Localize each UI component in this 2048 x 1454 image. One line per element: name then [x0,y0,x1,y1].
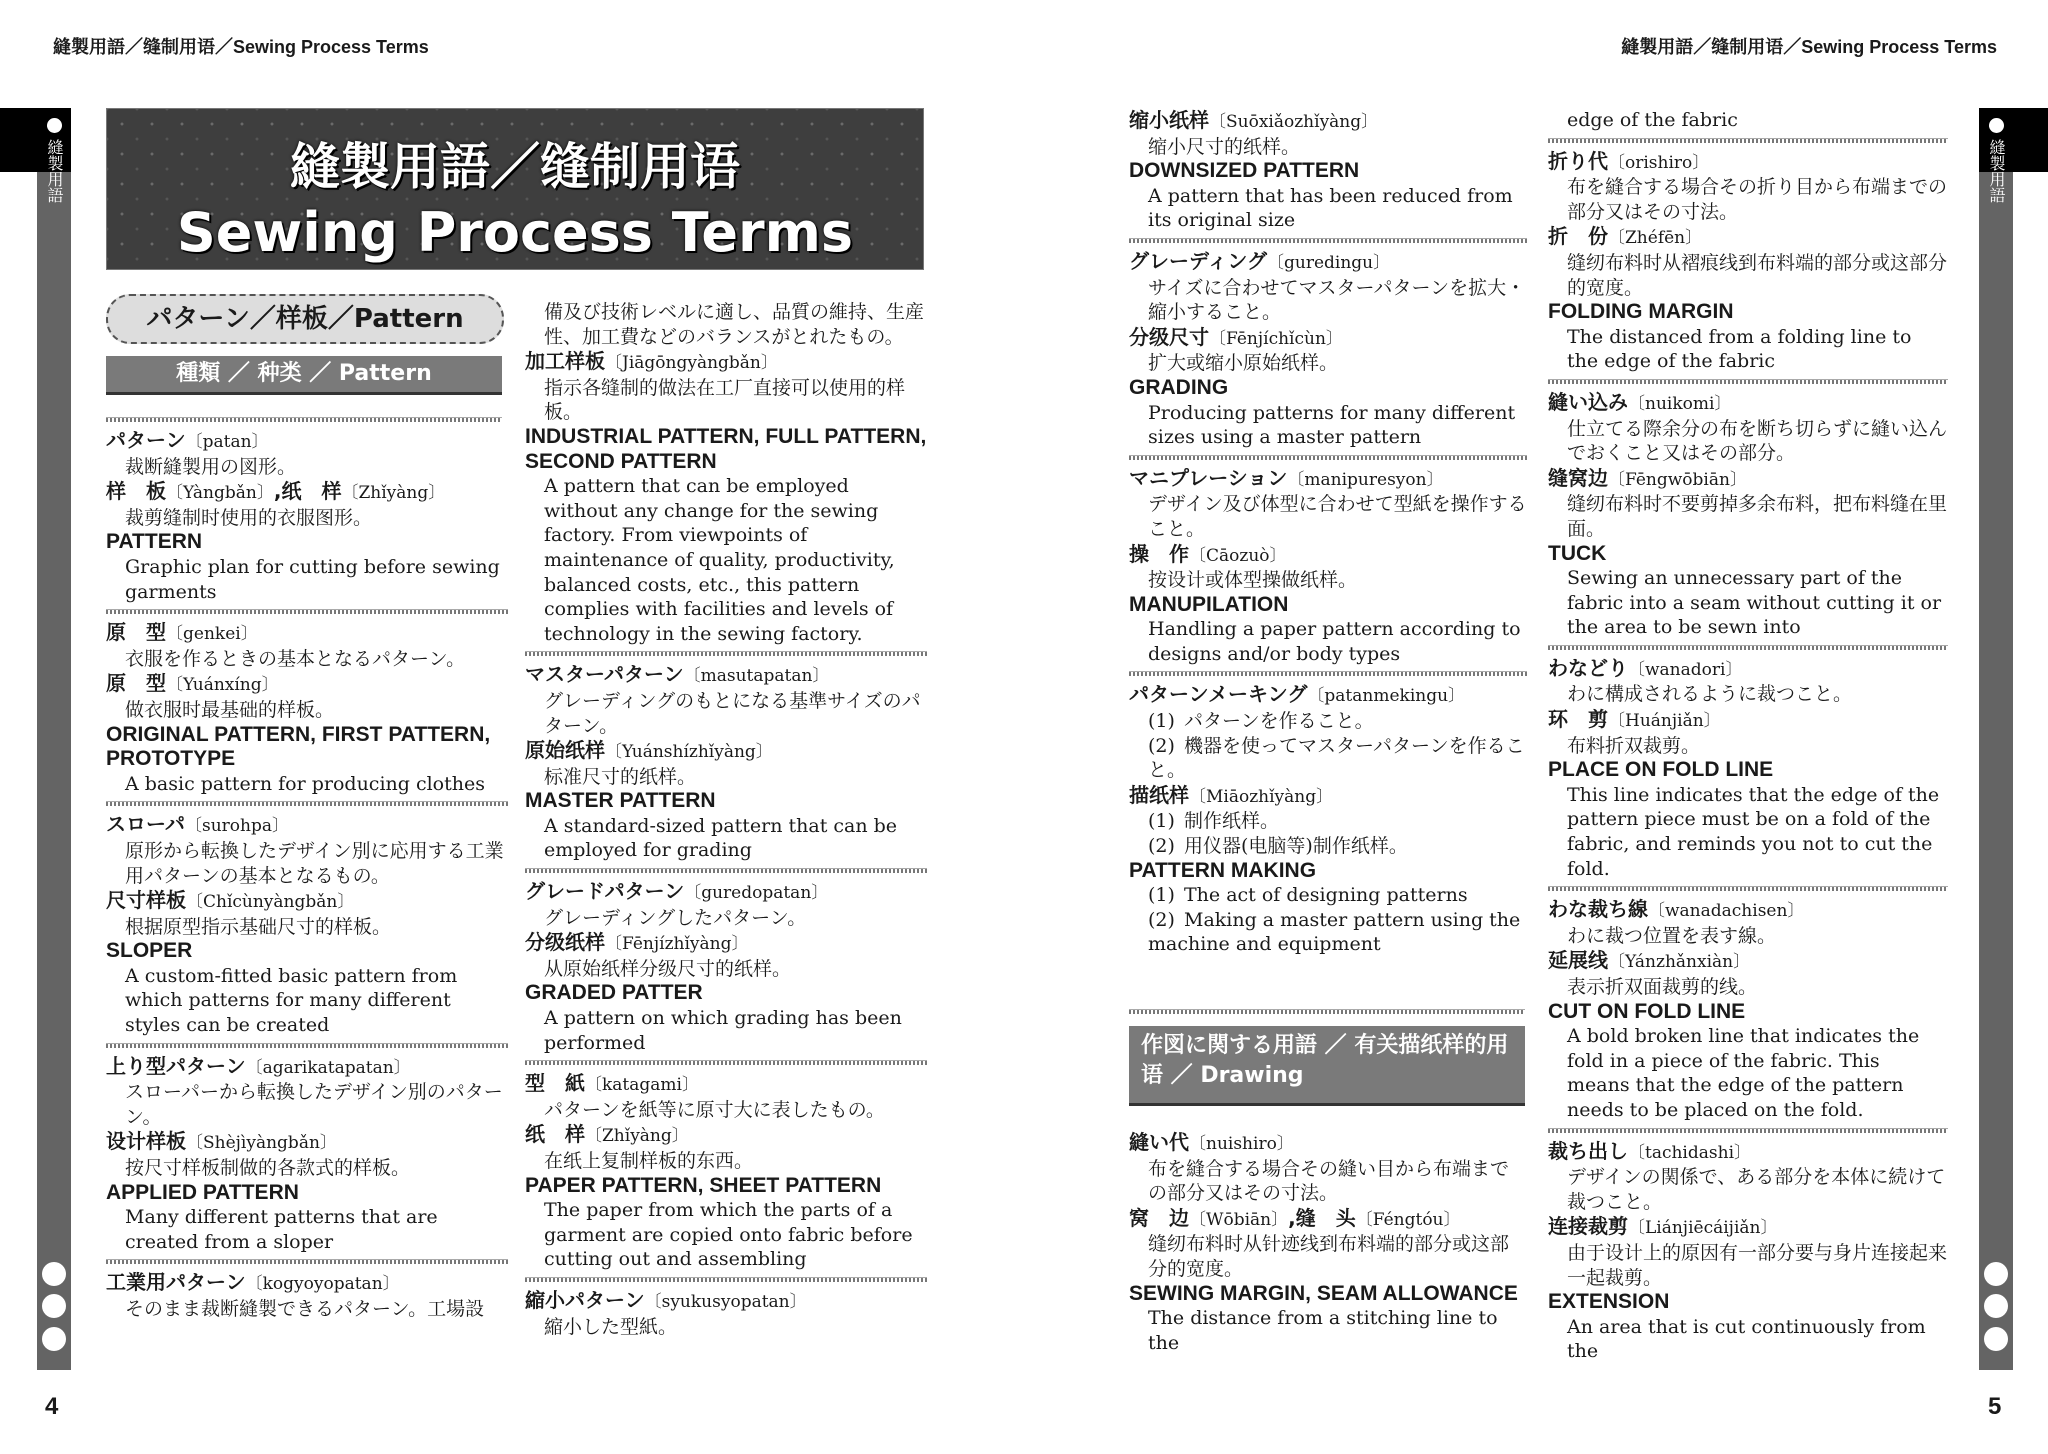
term-heading: 环 剪〔Huánjiǎn〕 [1548,707,1721,732]
term-definition: A standard-sized pattern that can be employed for grading [544,814,898,862]
term-definition: 做衣服时最基础的样板。 [125,698,335,721]
term-heading: 原始纸样〔Yuánshízhǐyàng〕 [525,738,773,763]
term-reading: 〔Fēnjíchǐcùn〕 [1209,328,1343,349]
term-definition: わに裁つ位置を表す線。 [1567,924,1777,947]
banner-title-en: Sewing Process Terms [176,201,854,264]
term-heading: 描纸样〔Miāozhǐyàng〕 [1129,782,1334,807]
term-definition: デザイン及び体型に合わせて型紙を操作すること。 [1148,493,1527,540]
term-reading: 〔Yàngbǎn〕 [166,483,274,504]
term-heading: 缩小纸样〔Suōxiǎozhǐyàng〕 [1129,108,1379,132]
column-2 [525,300,927,1339]
term-heading: グレーディング〔guredingu〕 [1129,248,1391,273]
term-definition: 由于设计上的原因有一部分要与身片连接起来一起裁剪。 [1567,1241,1948,1289]
english-term: SLOPER [106,939,193,963]
english-term: PATTERN [106,530,203,554]
term-reading: 〔Zhéfēn〕 [1608,228,1703,249]
term-reading: 〔katagami〕 [585,1075,699,1096]
term-definition: Sewing an unnecessary part of the fabric into a seam without cutting it or the area to be sewn into [1567,567,1942,639]
term-heading: 连接裁剪〔Liánjiēcáijiǎn〕 [1548,1214,1778,1239]
term-definition: 扩大或缩小原始纸样。 [1148,352,1339,375]
term-heading: 上り型パターン〔agarikatapatan〕 [106,1053,411,1078]
term-heading: 裁ち出し〔tachidashi〕 [1548,1138,1752,1163]
term-reading: 〔genkei〕 [166,624,258,645]
term-heading: 加工样板〔Jiāgōngyàngbǎn〕 [525,349,778,374]
term-heading: 分级纸样〔Fēnjízhǐyàng〕 [525,930,749,955]
page-number-left: 4 [45,1393,59,1420]
term-definition: A pattern that can be employed without any change for the sewing factory. From viewpoints of maintenance of quality, productivity, balanced costs, etc., this pattern complies with facilities and levels of technology in the sewing factory. [544,475,895,645]
term-definition: デザインの関係で、ある部分を本体に続けて裁つこと。 [1567,1166,1946,1213]
term-heading: 纸 样〔Zhǐyàng〕 [525,1122,689,1147]
term-definition: わに構成されるように裁つこと。 [1567,683,1853,706]
divider [1129,238,1527,243]
term-heading: 縫い代〔nuishiro〕 [1129,1130,1294,1154]
divider [525,1277,927,1282]
divider [1548,379,1948,384]
term-definition: グレーディングしたパターン。 [544,906,807,929]
binding-hole [1984,1327,2008,1351]
column-3-lower [1129,1130,1527,1355]
term-heading: 操 作〔Cāozuò〕 [1129,541,1287,566]
term-reading: 〔Jiāgōngyàngbǎn〕 [605,353,778,374]
english-term: ORIGINAL PATTERN, FIRST PATTERN, PROTOTYPE [106,722,491,771]
subsection-heading: 種類 ／ 种类 ／ Pattern [106,356,502,395]
item-number: (2) [1148,734,1175,757]
term-reading: 〔nuikomi〕 [1628,393,1732,414]
term-heading: マニプレーション〔manipuresyon〕 [1129,465,1444,490]
term-heading: グレードパターン〔guredopatan〕 [525,879,829,904]
running-head-left: 縫製用語／缝制用语／Sewing Process Terms [53,37,429,57]
divider [1548,1128,1948,1133]
term-definition: 按尺寸样板制做的各款式的样板。 [125,1157,411,1180]
term-definition: グレーディングのもとになる基準サイズのパターン。 [544,689,921,737]
term-reading: 〔Zhǐyàng〕 [341,483,446,504]
item-number: (1) [1148,710,1175,733]
english-term: PAPER PATTERN, SHEET PATTERN [525,1173,882,1197]
term-heading: 折 份〔Zhéfēn〕 [1548,224,1703,249]
term-reading: 〔wanadachisen〕 [1648,901,1805,922]
english-term: EXTENSION [1548,1290,1670,1314]
term-definition: The distance from a stitching line to the [1148,1307,1498,1354]
term-heading: 折り代〔orishiro〕 [1548,148,1710,173]
divider [106,801,508,806]
term-reading: 〔nuishiro〕 [1189,1134,1294,1154]
term-reading: 〔Miāozhǐyàng〕 [1189,786,1334,807]
numbered-definition: (1) 制作纸样。 [1148,810,1280,833]
term-reading: 〔syukusyopatan〕 [644,1291,807,1312]
numbered-definition: (2) 用仪器(电脑等)制作纸样。 [1148,835,1408,858]
term-reading: 〔patan〕 [185,432,269,452]
page-number-right: 5 [1988,1393,2002,1420]
term-reading: 〔orishiro〕 [1608,152,1710,173]
item-number: (2) [1148,835,1175,858]
term-definition: 从原始纸样分级尺寸的纸样。 [544,957,792,980]
term-heading: 縮小パターン〔syukusyopatan〕 [525,1287,807,1312]
term-definition: The distanced from a folding line to the edge of the fabric [1567,325,1912,373]
term-definition: スローパーから転換したデザイン別のパターン。 [125,1081,503,1128]
term-heading: 窝 边〔Wōbiān〕,缝 头〔Féngtóu〕 [1129,1205,1461,1230]
binding-hole [42,1262,66,1286]
divider [525,651,927,656]
divider [525,1060,927,1065]
term-definition: 衣服を作るときの基本となるパターン。 [125,647,466,670]
english-term: DOWNSIZED PATTERN [1129,159,1360,183]
term-definition: 裁剪缝制时使用的衣服图形。 [125,506,373,529]
term-reading: 〔kogyoyopatan〕 [245,1274,400,1295]
term-definition: 缝纫布料时从针迹线到布料端的部分或这部分的宽度。 [1148,1233,1510,1280]
term-definition: 缝纫布料时从褶痕线到布料端的部分或这部分的宽度。 [1567,251,1948,299]
term-definition: 标准尺寸的纸样。 [544,765,697,788]
term-definition: An area that is cut continuously from the [1567,1315,1926,1363]
term-reading: 〔tachidashi〕 [1628,1142,1752,1163]
term-definition: 原形から転換したデザイン別に応用する工業用パターンの基本となるもの。 [125,839,504,887]
term-definition: The paper from which the parts of a garment are copied onto fabric before cutting out and assembling [544,1199,913,1271]
item-number: (1) [1148,884,1175,907]
term-definition: Many different patterns that are created from a sloper [125,1206,438,1253]
term-reading: 〔Suōxiǎozhǐyàng〕 [1209,112,1379,132]
english-term: MASTER PATTERN [525,789,716,813]
term-definition: 按设计或体型操做纸样。 [1148,569,1358,592]
term-definition: A basic pattern for producing clothes [125,772,485,795]
term-definition: Producing patterns for many different sizes using a master pattern [1148,401,1516,449]
term-reading: 〔Fēngwōbiān〕 [1608,469,1747,490]
binding-hole [1984,1294,2008,1318]
term-definition: This line indicates that the edge of the pattern piece must be on a fold of the fabric, and reminds you not to cut the fold. [1567,783,1940,880]
term-heading: 设计样板〔Shèjìyàngbǎn〕 [106,1129,337,1154]
term-definition: 布を縫合する場合その折り目から布端までの部分又はその寸法。 [1567,176,1948,223]
binding-hole [1984,1262,2008,1286]
term-definition: 裁断縫製用の図形。 [125,455,297,478]
running-head-right: 縫製用語／缝制用语／Sewing Process Terms [1621,37,1997,57]
divider [1129,455,1527,460]
term-reading: 〔Chǐcùnyàngbǎn〕 [186,892,355,913]
term-heading: 尺寸样板〔Chǐcùnyàngbǎn〕 [106,888,355,913]
term-definition: 縮小した型紙。 [544,1315,678,1338]
term-heading: 型 紙〔katagami〕 [525,1071,699,1096]
divider [106,1259,508,1264]
term-definition: パターンを紙等に原寸大に表したもの。 [544,1098,885,1121]
term-reading: 〔guredopatan〕 [684,883,829,904]
english-term: SEWING MARGIN, SEAM ALLOWANCE [1129,1281,1518,1305]
term-reading: 〔Liánjiēcáijiǎn〕 [1628,1218,1778,1239]
term-reading: 〔Yuánshízhǐyàng〕 [605,742,773,763]
drawing-heading: 作図に関する用語 ／ 有关描纸样的用语 ／ Drawing [1129,1026,1525,1106]
column-1 [106,428,508,1322]
term-heading: 样 板〔Yàngbǎn〕,纸 样〔Zhǐyàng〕 [106,479,446,504]
english-term: CUT ON FOLD LINE [1548,999,1746,1023]
term-definition: そのまま裁断縫製できるパターン。工場設 [125,1298,485,1320]
item-number: (2) [1148,908,1175,931]
term-reading: 〔surohpa〕 [185,816,290,837]
divider [1548,886,1948,891]
divider [525,868,927,873]
term-definition: 缩小尺寸的纸样。 [1148,135,1301,158]
term-heading: マスターパターン〔masutapatan〕 [525,662,830,687]
column-3 [1129,108,1527,957]
term-definition: A custom-fitted basic pattern from which patterns for many different styles can be created [125,964,458,1037]
term-definition: 仕立てる際余分の布を断ち切らずに縫い込んでおくこと又はその部分。 [1567,417,1948,465]
term-heading: パターンメーキング〔patanmekingu〕 [1129,682,1466,707]
english-term: GRADED PATTER [525,981,703,1005]
term-reading: 〔agarikatapatan〕 [245,1057,411,1078]
term-definition: 指示各缝制的做法在工厂直接可以使用的样板。 [544,376,906,424]
term-reading: 〔wanadori〕 [1628,659,1743,680]
term-definition: A bold broken line that indicates the fold in a piece of the fabric. This means that the edge of the pattern needs to be placed on the fold. [1567,1025,1920,1121]
term-reading: 〔Zhǐyàng〕 [585,1126,689,1147]
rule [106,417,502,422]
term-heading: 分级尺寸〔Fēnjíchǐcùn〕 [1129,324,1343,349]
english-term: PATTERN MAKING [1129,858,1317,882]
term-reading: 〔masutapatan〕 [683,666,830,687]
term-reading: 〔patanmekingu〕 [1307,686,1466,707]
english-term: MANUPILATION [1129,592,1289,616]
term-reading: 〔Cāozuò〕 [1189,545,1287,566]
term-heading: 工業用パターン〔kogyoyopatan〕 [106,1270,400,1295]
term-reading: 〔Huánjiǎn〕 [1608,711,1721,732]
section-pill: パターン／样板／Pattern [106,294,504,344]
numbered-definition: (2) 機器を使ってマスターパターンを作ること。 [1148,734,1525,782]
term-heading: 原 型〔genkei〕 [106,620,258,645]
right-side-label: 縫製用語 [1979,118,2013,207]
english-term: FOLDING MARGIN [1548,300,1734,324]
term-definition: 表示折双面裁剪的线。 [1567,976,1758,998]
term-reading: 〔Wōbiān〕 [1189,1209,1289,1230]
term-definition: 備及び技術レベルに適し、品質の維持、生産性、加工費などのバランスがとれたもの。 [544,301,925,348]
term-reading: 〔Yánzhǎnxiàn〕 [1608,952,1751,973]
divider [1129,671,1527,676]
divider [106,1043,508,1048]
term-definition: Graphic plan for cutting before sewing garments [125,555,500,603]
term-heading: 延展线〔Yánzhǎnxiàn〕 [1548,948,1751,973]
term-heading: わなどり〔wanadori〕 [1548,655,1743,680]
term-heading: パターン〔patan〕 [106,428,269,452]
term-heading: 原 型〔Yuánxíng〕 [106,671,279,696]
english-term: PLACE ON FOLD LINE [1548,758,1774,782]
numbered-definition: (1) The act of designing patterns [1148,884,1468,907]
title-banner [106,108,924,270]
term-definition: Handling a paper pattern according to designs and/or body types [1148,618,1521,665]
term-reading: 〔Féngtóu〕 [1355,1209,1461,1230]
term-reading: 〔manipuresyon〕 [1287,469,1444,490]
term-reading: 〔Fēnjízhǐyàng〕 [605,934,749,955]
divider [1548,645,1948,650]
left-side-bar [37,108,71,1370]
right-side-bar [1979,108,2013,1370]
english-term: APPLIED PATTERN [106,1180,299,1204]
term-definition: A pattern on which grading has been performed [544,1007,902,1054]
term-reading: 〔Shèjìyàngbǎn〕 [186,1133,337,1154]
term-reading: 〔Yuánxíng〕 [166,675,279,696]
term-definition: 缝纫布料时不要剪掉多余布料，把布料缝在里面。 [1567,493,1948,540]
term-heading: 缝窝边〔Fēngwōbiān〕 [1548,465,1747,490]
binding-hole [42,1294,66,1318]
english-term: GRADING [1129,375,1229,399]
term-definition: サイズに合わせてマスターパターンを拡大・縮小すること。 [1148,276,1526,324]
rule [1129,1009,1525,1014]
term-definition: 在纸上复制样板的东西。 [544,1150,754,1172]
term-heading: スローパ〔surohpa〕 [106,812,290,837]
term-heading: 縫い込み〔nuikomi〕 [1548,389,1732,414]
term-definition: 布を縫合する場合その縫い目から布端までの部分又はその寸法。 [1148,1157,1510,1205]
term-heading: わな裁ち線〔wanadachisen〕 [1548,897,1805,922]
numbered-definition: (1) パターンを作ること。 [1148,710,1374,733]
banner-title-jp: 縫製用語／缝制用语 [290,138,740,196]
left-side-label: 縫製用語 [37,118,71,207]
term-definition: A pattern that has been reduced from its original size [1148,184,1513,232]
item-number: (1) [1148,810,1175,833]
numbered-definition: (2) Making a master pattern using the machine and equipment [1148,908,1521,956]
binding-hole [42,1327,66,1351]
term-definition: 根据原型指示基础尺寸的样板。 [125,915,392,938]
divider [106,609,508,614]
term-reading: 〔guredingu〕 [1267,252,1391,273]
term-definition: edge of the fabric [1567,109,1738,131]
english-term: INDUSTRIAL PATTERN, FULL PATTERN, SECOND PATTERN [525,424,927,473]
divider [1548,138,1948,143]
term-definition: 布料折双裁剪。 [1567,734,1701,757]
column-4 [1548,108,1948,1364]
english-term: TUCK [1548,541,1607,565]
